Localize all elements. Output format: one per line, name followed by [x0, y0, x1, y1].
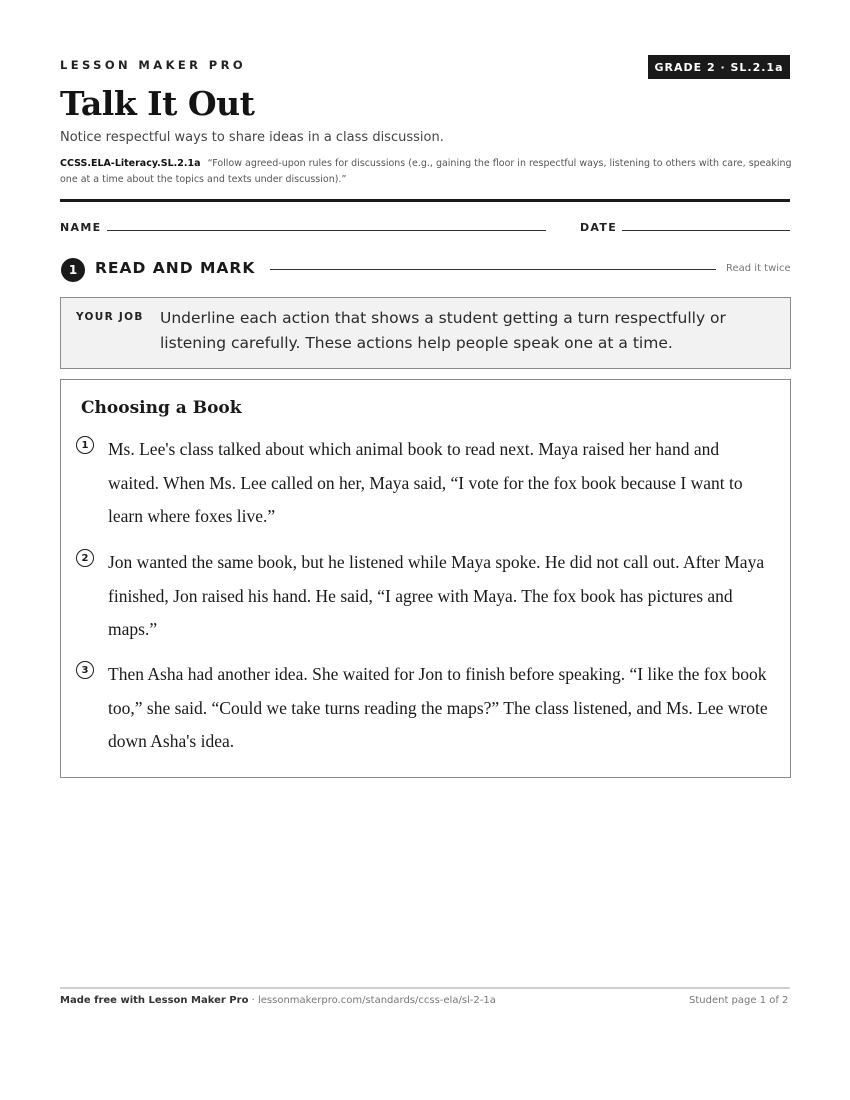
date-label: DATE [580, 221, 618, 234]
paragraph-number: 1 [76, 436, 94, 454]
footer-separator: · [248, 995, 258, 1006]
footer-credit [60, 995, 496, 1006]
passage-paragraph: Then Asha had another idea. She waited for Jon to finish before speaking. “I like the fox book too,” she said. “Could we take turns reading the maps?” The class listened, and Ms. Lee wrote down Asha's idea. [108, 664, 768, 751]
instructions-box [60, 297, 791, 369]
header-divider [60, 199, 790, 202]
paragraph-number: 3 [76, 661, 94, 679]
footer-divider [60, 987, 790, 989]
date-field[interactable] [622, 230, 790, 231]
brand-name: LESSON MAKER PRO [60, 58, 247, 72]
page-subtitle: Notice respectful ways to share ideas in a class discussion. [60, 130, 444, 145]
standard-statement [60, 156, 800, 188]
paragraph-number: 2 [76, 549, 94, 567]
passage-title: Choosing a Book [81, 398, 242, 418]
standard-text: “Follow agreed-upon rules for discussions (e.g., gaining the floor in respectful ways, listening to others with care, speaking one at a time about the topics and texts under discussion).” [60, 158, 792, 185]
instructions-text: Underline each action that shows a student getting a turn respectfully or listening carefully. These actions help people speak one at a time. [160, 309, 726, 352]
passage-paragraph: Jon wanted the same book, but he listened while Maya spoke. He did not call out. After Maya finished, Jon raised his hand. He said, “I agree with Maya. The fox book has pictures and maps.” [108, 552, 765, 639]
section-number-badge: 1 [61, 258, 85, 282]
section-hint: Read it twice [726, 263, 791, 274]
name-label: NAME [60, 221, 102, 234]
section-divider [270, 269, 716, 270]
footer-url-link[interactable]: lessonmakerpro.com/standards/ccss-ela/sl-2-1a [257, 995, 496, 1006]
instructions-label: YOUR JOB [76, 311, 144, 323]
name-field[interactable] [107, 230, 546, 231]
page-number: Student page 1 of 2 [689, 995, 789, 1006]
section-title: READ AND MARK [95, 259, 256, 277]
standard-code: CCSS.ELA-Literacy.SL.2.1a [60, 158, 201, 169]
page-title: Talk It Out [60, 84, 255, 123]
grade-badge: GRADE 2 · SL.2.1a [648, 55, 790, 79]
passage-paragraph: Ms. Lee's class talked about which animal book to read next. Maya raised her hand and waited. When Ms. Lee called on her, Maya said, “I vote for the fox book because I want to learn where foxes live.” [108, 439, 743, 526]
reading-passage [60, 379, 791, 778]
footer-made-with: Made free with Lesson Maker Pro [60, 995, 249, 1006]
